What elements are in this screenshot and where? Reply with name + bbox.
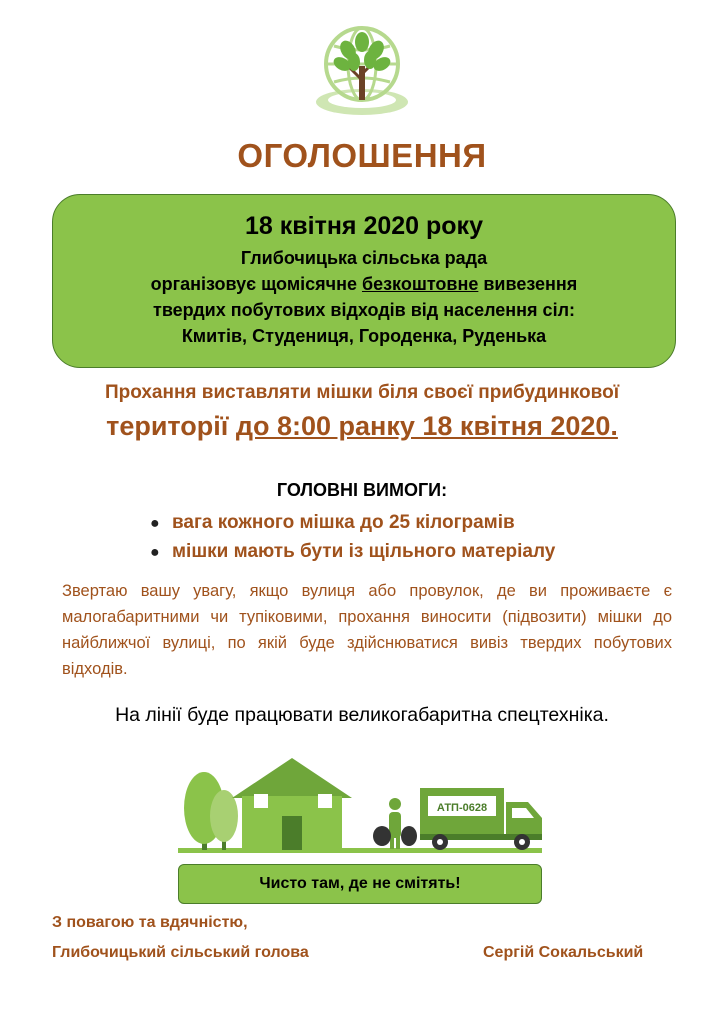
requirement-text: мішки мають бути із щільного матеріалу bbox=[172, 541, 556, 562]
announcement-org: Глибочицька сільська рада bbox=[240, 248, 488, 268]
announcement-box bbox=[52, 194, 676, 368]
village-truck-illustration bbox=[176, 756, 546, 860]
announcement-line-2-start: організовує щомісячне bbox=[150, 274, 362, 294]
request-line-1: Прохання виставляти мішки біля своєї прибудинкової bbox=[104, 382, 620, 403]
announcement-line-2 bbox=[53, 271, 675, 297]
announcement-line-2-end: вивезення bbox=[478, 274, 578, 294]
page-title: ОГОЛОШЕННЯ bbox=[237, 137, 487, 174]
requirement-item bbox=[150, 512, 515, 534]
free-underlined-word: безкоштовне bbox=[361, 274, 479, 294]
notice-paragraph: Звертаю вашу увагу, якщо вулиця або провулок, де ви проживаєте є малогабаритними чи тупіковими, прохання виносити (підвозити) мішки до найближчої вулиці, по якій буде здійснюватися вивіз твердих побутових відходів. bbox=[62, 582, 672, 678]
bullet-icon: ● bbox=[150, 515, 160, 532]
signature-name: Сергій Сокальський bbox=[483, 944, 644, 961]
requirement-item bbox=[150, 541, 555, 563]
garbage-truck-icon bbox=[420, 788, 542, 850]
person-with-bags-icon bbox=[373, 798, 417, 849]
requirements-title: ГОЛОВНІ ВИМОГИ: bbox=[276, 480, 448, 500]
announcement-line-3: твердих побутових відходів від населення сіл: bbox=[153, 300, 575, 320]
slogan-box bbox=[178, 864, 542, 904]
ground-line bbox=[178, 848, 542, 853]
announcement-date: 18 квітня 2020 року bbox=[245, 212, 483, 240]
request-deadline: до 8:00 ранку 18 квітня 2020. bbox=[235, 411, 618, 441]
request-line-2 bbox=[0, 411, 724, 442]
tree-globe-logo-icon bbox=[312, 22, 412, 120]
bullet-icon: ● bbox=[150, 544, 160, 561]
announcement-villages: Кмитів, Студениця, Городенка, Руденька bbox=[181, 326, 547, 346]
signature-greeting: З повагою та вдячністю, bbox=[52, 914, 248, 931]
requirement-text: вага кожного мішка до 25 кілограмів bbox=[172, 512, 515, 533]
slogan-text: Чисто там, де не смітять! bbox=[259, 875, 461, 892]
truck-plate-label: АТП-0628 bbox=[436, 802, 488, 814]
house-icon bbox=[232, 758, 352, 850]
request-line-2-start: території bbox=[106, 411, 236, 441]
tree-icon bbox=[210, 790, 238, 850]
signature-position: Глибочицький сільський голова bbox=[52, 944, 309, 961]
equipment-note: На лінії буде працювати великогабаритна спецтехніка. bbox=[115, 704, 609, 726]
